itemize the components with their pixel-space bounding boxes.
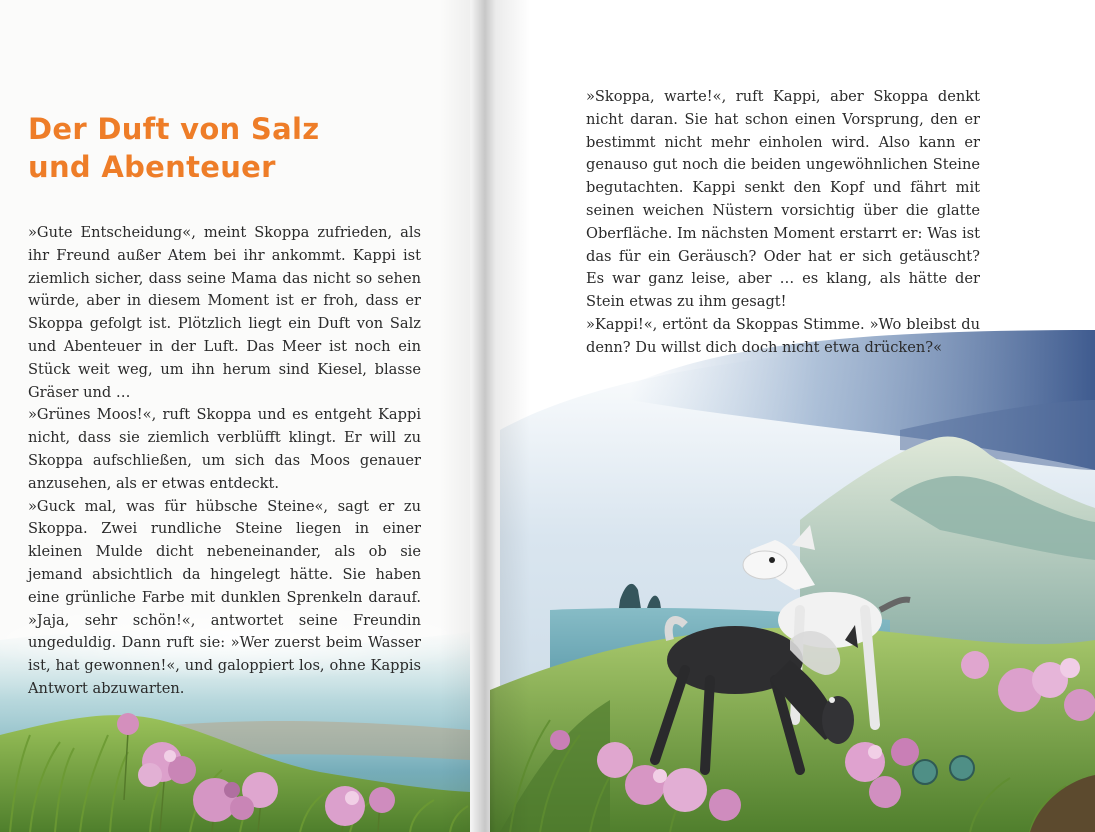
chapter-title-line-1: Der Duft von Salz (28, 112, 320, 146)
chapter-title-line-2: und Abenteuer (28, 150, 276, 184)
paragraph: »Skoppa, warte!«, ruft Kappi, aber Skoppa denkt nicht daran. Sie hat schon einen Vorsprung, den er bestimmt nicht mehr einholen wird. Also kann er genauso gut noch die beiden ungewöhnlichen Steine begutachten. Kappi senkt den Kopf und fährt mit seinen weichen Nüstern vorsichtig über die glatte Oberfläche. Im nächsten Moment erstarrt er: Was ist das für ein Geräusch? Oder hat er sich getäuscht? Es war ganz leise, aber … es klang, als hätte der Stein etwas zu ihm gesagt! (586, 88, 980, 311)
paragraph: »Kappi!«, ertönt da Skoppas Stimme. »Wo bleibst du denn? Du willst dich doch nicht etwa drücken?« (586, 315, 980, 356)
left-page-text (28, 222, 421, 701)
right-page-text (586, 86, 980, 360)
paragraph: »Grünes Moos!«, ruft Skoppa und es entgeht Kappi nicht, dass sie ziemlich verblüfft klingt. Er will zu Skoppa aufschließen, um sich das Moos genauer anzusehen, als er etwas entdeckt. (28, 406, 421, 492)
paragraph: »Guck mal, was für hübsche Steine«, sagt er zu Skoppa. Zwei rundliche Steine liegen in einer kleinen Mulde dicht nebeneinander, als ob sie jemand absichtlich da hingelegt hätte. Sie haben eine grünliche Farbe mit dunklen Sprenkeln darauf. »Jaja, sehr schön!«, antwortet seine Freundin ungeduldig. Dann ruft sie: »Wer zuerst beim Wasser ist, hat gewonnen!«, und galoppiert los, ohne Kappis Antwort abzuwarten. (28, 497, 421, 697)
left-page (0, 0, 470, 832)
right-page (470, 0, 1095, 832)
paragraph: »Gute Entscheidung«, meint Skoppa zufrieden, als ihr Freund außer Atem bei ihr ankommt. Kappi ist ziemlich sicher, dass seine Mama das nicht so sehen würde, aber in diesem Moment ist er froh, dass er Skoppa gefolgt ist. Plötzlich liegt ein Duft von Salz und Abenteuer in der Luft. Das Meer ist noch ein Stück weit weg, um ihn herum sind Kiesel, blasse Gräser und … (28, 224, 421, 401)
